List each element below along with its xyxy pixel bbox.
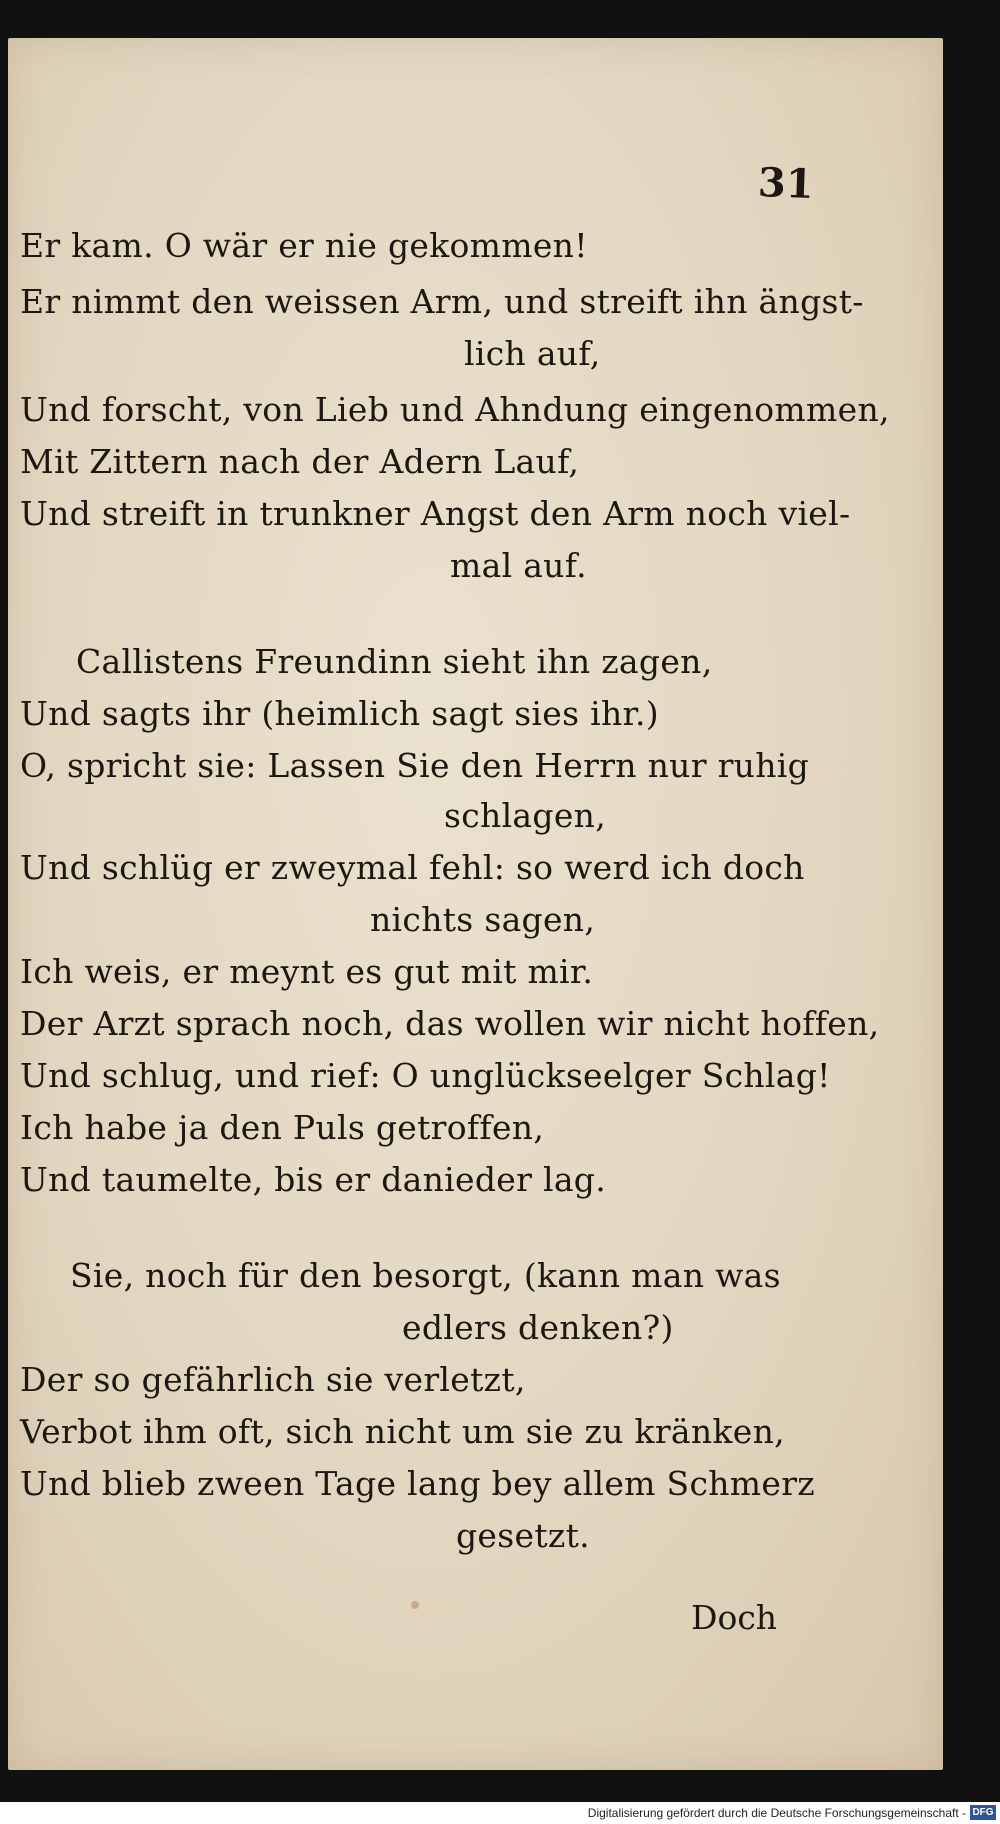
poem-line: Und blieb zween Tage lang bey allem Schmerz <box>20 1464 815 1503</box>
poem-line: schlagen, <box>444 796 606 835</box>
poem-line: Und sagts ihr (heimlich sagt sies ihr.) <box>20 694 659 733</box>
poem-line: mal auf. <box>450 546 587 585</box>
poem-line: gesetzt. <box>456 1516 590 1555</box>
poem-line: lich auf, <box>464 334 601 373</box>
poem-line: Er kam. O wär er nie gekommen! <box>20 226 588 265</box>
poem-line: Und streift in trunkner Angst den Arm noch viel- <box>20 494 851 533</box>
footer-credit: Digitalisierung gefördert durch die Deutsche Forschungsgemeinschaft - <box>587 1806 966 1820</box>
poem-line: Sie, noch für den besorgt, (kann man was <box>70 1256 781 1295</box>
poem-line: Und schlug, und rief: O unglückseelger Schlag! <box>20 1056 831 1095</box>
poem-line: nichts sagen, <box>370 900 596 939</box>
poem-line: Und schlüg er zweymal fehl: so werd ich doch <box>20 848 805 887</box>
paper-stain <box>411 1601 419 1609</box>
page-number: 31 <box>757 159 815 208</box>
poem-line: Ich weis, er meynt es gut mit mir. <box>20 952 594 991</box>
poem-line: Mit Zittern nach der Adern Lauf, <box>20 442 580 481</box>
poem-line: Ich habe ja den Puls getroffen, <box>20 1108 545 1147</box>
poem-line: Und taumelte, bis er danieder lag. <box>20 1160 607 1199</box>
poem-line: Callistens Freundinn sieht ihn zagen, <box>76 642 713 681</box>
poem-line: Und forscht, von Lieb und Ahndung eingenommen, <box>20 390 890 429</box>
poem-line: edlers denken?) <box>402 1308 674 1347</box>
poem-line: Verbot ihm oft, sich nicht um sie zu kränken, <box>20 1412 785 1451</box>
poem-line: O, spricht sie: Lassen Sie den Herrn nur ruhig <box>20 746 810 785</box>
poem-line: Der so gefährlich sie verletzt, <box>20 1360 526 1399</box>
poem-line: Der Arzt sprach noch, das wollen wir nicht hoffen, <box>20 1004 880 1043</box>
poem-line: Er nimmt den weissen Arm, und streift ihn ängst- <box>20 282 864 321</box>
digitization-footer <box>0 1802 1000 1824</box>
book-page <box>8 38 943 1770</box>
dfg-logo: DFG <box>970 1805 996 1820</box>
catchword: Doch <box>691 1598 778 1637</box>
